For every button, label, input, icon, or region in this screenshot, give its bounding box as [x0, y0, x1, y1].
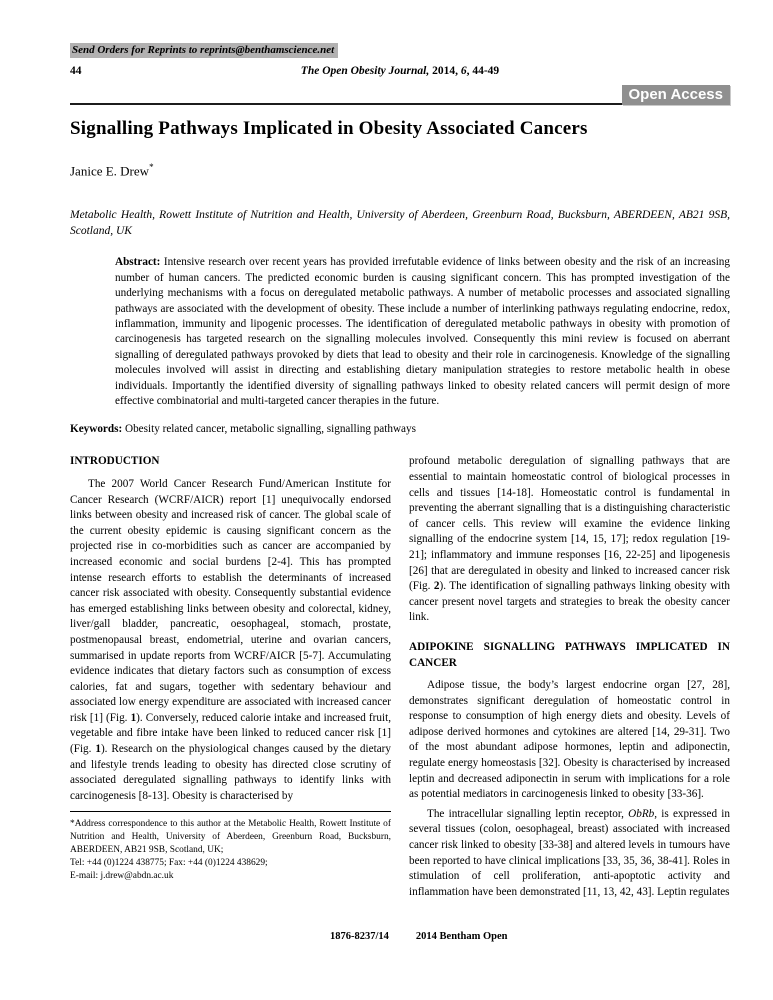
abstract — [115, 255, 730, 409]
correspondence-footnote — [70, 811, 391, 883]
author-line — [70, 162, 730, 179]
text-segment: The 2007 World Cancer Research Fund/American Institute for Cancer Research (WCRF/AICR) report [1] unequivocally endorsed links between obesity and increased risk of cancer. The global scale of the current obesity epidemic is causing significant concern as the projected rise in co-morbidities such as cancer are accompanied by increased economic and social burdens [2-4]. This has prompted intense research efforts to establish the determinants of increased cancer risk associated with obesity. Consequently substantial evidence has emerged establishing links between obesity and colorectal, kidney, liver/gall bladder, pancreatic, oesophageal, stomach, prostate, postmenopausal breast, endometrial, uterine and ovarian cancers, summarised in update reports from WCRF/AICR [5-7]. Accumulating evidence indicates that dietary factors such as consumption of excess calories, fat and sugars, together with sedentary behaviour and associated low energy expenditure are associated with increased cancer risk [1] (Fig. — [70, 477, 391, 724]
text-segment: 1 — [95, 743, 101, 756]
right-column — [409, 454, 730, 900]
text-segment: ). Research on the physiological changes caused by the dietary and lifestyle trends leading to obesity has directed close scrutiny of associated deregulated signalling pathways to identify links with carcinogenesis [8-13]. Obesity is characterised by — [70, 743, 391, 802]
abstract-label: Abstract: — [115, 256, 161, 269]
text-segment: , is expressed in several tissues (colon, oesophageal, breast) associated with increased cancer risk linked to obesity [33-38] and altered levels in tumours have been reported to have clinical implications [33, 35, 36, 38-41]. Roles in stimulation of cell proliferation, anti-apoptotic activity and inflammation have been demonstrated [11, 13, 42, 43]. Leptin regulates — [409, 807, 730, 898]
footer-issn: 1876-8237/14 — [330, 931, 389, 942]
affiliation: Metabolic Health, Rowett Institute of Nutrition and Health, University of Aberdeen, Greenburn Road, Bucksburn, ABERDEEN, AB21 9SB, Scotland, UK — [70, 209, 730, 237]
reprint-notice: Send Orders for Reprints to reprints@benthamscience.net — [70, 43, 338, 58]
journal-citation — [70, 65, 730, 77]
footnote-tel-fax: Tel: +44 (0)1224 438775; Fax: +44 (0)1224 438629; — [70, 858, 268, 869]
header — [70, 40, 730, 105]
leptin-paragraph — [409, 807, 730, 901]
author-asterisk: * — [149, 162, 154, 172]
introduction-continuation-paragraph — [409, 454, 730, 626]
page-content — [70, 40, 730, 900]
text-segment: The Open Obesity Journal, — [300, 65, 430, 77]
open-access-row — [70, 85, 730, 105]
text-segment: ). Conversely, reduced calorie intake and increased fruit, vegetable and fibre intake have been linked to reduced cancer risk [1] (Fig. — [70, 711, 391, 756]
text-segment: 2 — [433, 580, 440, 593]
open-access-badge: Open Access — [622, 85, 731, 105]
footer-copyright: 2014 Bentham Open — [415, 931, 508, 942]
keywords-text: Obesity related cancer, metabolic signalling, signalling pathways — [122, 423, 416, 436]
text-segment: profound metabolic deregulation of signalling pathways that are essential to maintain homeostatic control of biological processes in cells and tissues [14-18]. Homeostatic control is fundamental in preventing the aberrant signalling that is a distinguishing characteristic of cancer cells. This review will examine the evidence linking signalling of the endocrine system [14, 15, 17]; redox regulation [19-21]; inflammatory and immune responses [16, 22-25] and lipogenesis [26] that are deregulated in obesity and linked to increased cancer risk (Fig. — [409, 455, 730, 593]
text-segment: 2014, — [429, 65, 461, 77]
page-footer — [330, 931, 508, 942]
footnote-email: E-mail: j.drew@abdn.ac.uk — [70, 871, 174, 882]
introduction-heading: INTRODUCTION — [70, 455, 160, 468]
text-segment: ObRb — [628, 807, 655, 820]
keywords-line — [70, 423, 730, 435]
journal-citation-row — [70, 65, 730, 80]
footnote-address: *Address correspondence to this author at the Metabolic Health, Rowett Institute of Nutrition and Health, University of Aberdeen, Greenburn Road, Bucksburn, ABERDEEN, AB21 9SB, Scotland, UK; — [70, 819, 391, 856]
text-segment: , 44-49 — [466, 65, 500, 77]
text-segment: 1 — [130, 711, 137, 724]
adipokine-heading: ADIPOKINE SIGNALLING PATHWAYS IMPLICATED IN CANCER — [409, 640, 730, 669]
abstract-text: Intensive research over recent years has provided irrefutable evidence of links between obesity and the risk of an increasing number of human cancers. The predicted economic burden is causing significant concern. This has prompted investigation of the underlying mechanisms with a focus on deregulated metabolic pathways. A number of metabolic processes and associated signalling pathways are associated with the development of obesity. These include a number of interlinking pathways regulating endocrine, redox, inflammation, immunity and lipogenic processes. The identification of deregulated metabolic pathways in obesity with promotion of carcinogenesis has targeted research on the signalling molecules involved. Consequently this mini review is focused on aberrant signalling of deregulated pathways provoked by diets that lead to obesity and their role in carcinogenesis. Knowledge of the signalling molecules involved will assist in directing and establishing dietary manipulation strategies to restore metabolic health in obese individuals. Importantly the identified diversity of signalling pathways linked to obesity related cancers will permit design of more effective combinatorial and multi-targeted cancer therapies in the future. — [115, 256, 730, 407]
text-segment: 6 — [460, 65, 467, 77]
introduction-paragraph — [70, 477, 391, 804]
author-name: Janice E. Drew — [70, 163, 150, 179]
article-title: Signalling Pathways Implicated in Obesity Associated Cancers — [70, 118, 588, 139]
body-columns — [70, 454, 730, 900]
keywords-label: Keywords: — [70, 423, 123, 436]
text-segment: The intracellular signalling leptin receptor, — [427, 807, 629, 820]
adipose-paragraph: Adipose tissue, the body’s largest endocrine organ [27, 28], demonstrates significant deregulation of homeostatic control in response to consumption of high energy diets and obesity. Levels of adipose derived hormones and cytokines are altered [14, 29-31]. Two of the most abundant adipose hormones, leptin and adiponectin, regulate energy homeostasis [32]. Obesity is characterised by increased leptin and decreased adiponectin in serum with implications for a role as potential mediators in carcinogenesis linked to obesity [33-36]. — [409, 679, 730, 801]
left-column — [70, 454, 391, 900]
page-number: 44 — [70, 65, 82, 77]
text-segment: ). The identification of signalling pathways linking obesity with cancer present novel targets and strategies to break the obesity cancer link. — [409, 580, 730, 624]
